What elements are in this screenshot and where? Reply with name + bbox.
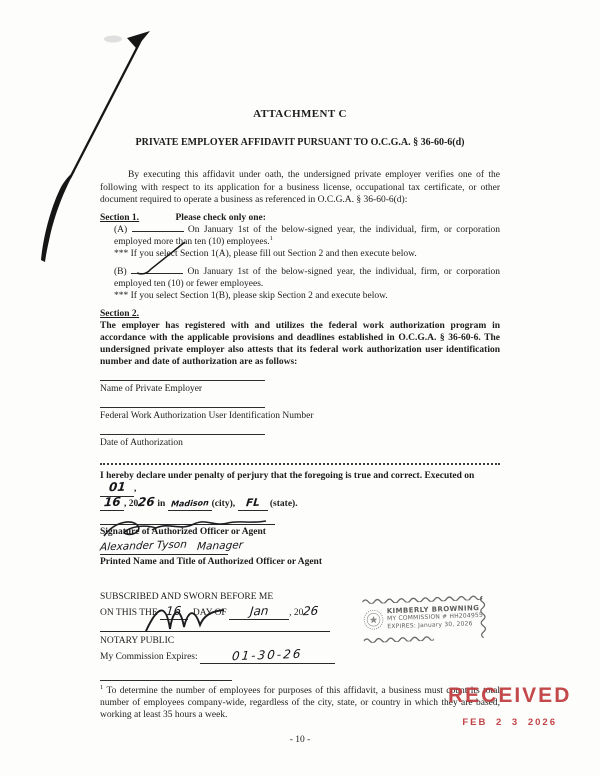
option-b-text: On January 1st of the below-signed year, the individual, firm, or corporation employed ten (10) or fewer employees.: [114, 266, 501, 289]
section1-heading-row: [100, 212, 500, 224]
notary-block: [100, 591, 500, 664]
dashed-divider: [100, 463, 500, 465]
handwritten-checkmark: [133, 239, 189, 277]
footnote-separator: [100, 680, 232, 681]
intro-paragraph: By executing this affidavit under oath, the undersigned private employer verifies one of the following with respect to its application for a business license, occupational tax certificate, or other document required to operate a business as referenced in O.C.G.A. § 36-60-6(d):: [100, 170, 500, 205]
fwa-number-field: [100, 407, 500, 422]
stamp-notary-name: KIMBERLY BROWNING: [386, 603, 480, 616]
footnote-text: [100, 685, 500, 721]
section2-heading: Section 2.: [100, 308, 140, 319]
handwritten-commission-date: 01-30-26: [231, 646, 304, 664]
declaration-paragraph: [100, 470, 500, 512]
state-blank: [238, 498, 268, 512]
section1-instruction: Please check only one:: [175, 212, 266, 223]
stamp-wavy-border-right: [478, 596, 487, 638]
handwritten-month: 01: [108, 479, 126, 495]
fwa-number-line: [100, 407, 265, 408]
option-a-label: (A): [114, 224, 128, 235]
footnote-body: To determine the number of employees for purposes of this affidavit, a business must count its total number of employees company-wide, regardless of the city, state, or country in which they are based, working at least 35 hours a week.: [100, 686, 500, 720]
option-b-label: (B): [114, 266, 127, 277]
printed-name-line: [99, 538, 244, 555]
handwritten-year: 26: [137, 494, 156, 509]
authorization-date-label: Date of Authorization: [100, 437, 183, 448]
declaration-lead: I hereby declare under penalty of perjury that the foregoing is true and correct. Executed on: [100, 470, 475, 481]
notary-stamp: [362, 593, 484, 643]
stamp-commission-number: MY COMMISSION # HH204955: [386, 612, 484, 623]
received-stamp-date: FEB 2 3 2026: [462, 717, 557, 728]
notary-year-prefix: , 20: [289, 608, 304, 618]
handwritten-notary-day: 16: [165, 603, 183, 619]
option-a-text: On January 1st of the below-signed year, the individual, firm, or corporation employed more than ten (10) employees.: [114, 224, 501, 247]
notary-month-blank: [229, 603, 289, 620]
comma: ,: [134, 484, 137, 494]
authorization-date-field: [100, 434, 500, 449]
handwritten-printed-title: Manager: [196, 539, 244, 553]
option-b-checkbox-blank: [131, 273, 183, 274]
day-of-label: DAY OF: [192, 608, 227, 618]
handwritten-day: 16: [103, 494, 121, 509]
fwa-number-label: Federal Work Authorization User Identification Number: [100, 410, 314, 421]
option-a-checkbox-blank: [132, 231, 184, 232]
officer-signature-label: Signature of Authorized Officer or Agent: [100, 527, 266, 537]
city-blank: [168, 498, 212, 512]
commission-expires-row: [100, 646, 500, 664]
commission-expires-blank: [200, 646, 335, 664]
option-b-row: [114, 266, 500, 290]
received-stamp-title: RECEIVED: [448, 684, 572, 707]
handwritten-city: Madison: [170, 497, 209, 509]
option-a-note: *** If you select Section 1(A), please fill out Section 2 and then execute below.: [114, 248, 417, 259]
page-number: - 10 -: [289, 735, 311, 745]
on-this-prefix: ON THIS THE: [100, 608, 158, 618]
notary-signature-scribble: [142, 601, 230, 635]
employer-name-line: [100, 380, 265, 381]
officer-signature-scribble: [98, 514, 288, 542]
authorization-date-line: [100, 434, 265, 435]
notary-public-label: NOTARY PUBLIC: [100, 636, 175, 646]
executed-day-blank: [100, 494, 124, 512]
stamp-expiry-date: EXPIRES: January 30, 2026: [387, 620, 473, 630]
state-label: (state).: [269, 498, 298, 509]
footnote-block: [100, 680, 500, 721]
handwritten-state: FL: [245, 496, 260, 509]
sworn-line: SUBSCRIBED AND SWORN BEFORE ME: [100, 592, 274, 602]
city-label: (city),: [211, 498, 236, 509]
employer-name-field: [100, 380, 500, 395]
handwritten-notary-month: Jan: [249, 603, 269, 619]
in-label: in: [157, 498, 166, 509]
officer-signature-block: [100, 524, 500, 538]
printed-name-block: [99, 538, 500, 568]
section2-paragraph: The employer has registered with and utilizes the federal work authorization program in accordance with the applicable provisions and deadlines established in O.C.G.A. § 36-60-6. The undersigned private employer also attests that its federal work authorization user identification number and date of authorization are as follows:: [100, 320, 500, 367]
printed-name-label: Printed Name and Title of Authorized Officer or Agent: [100, 557, 322, 567]
attachment-heading: ATTACHMENT C: [253, 108, 347, 120]
handwritten-printed-name: Alexander Tyson: [99, 538, 188, 554]
handwritten-notary-year: 26: [302, 603, 320, 619]
employer-name-label: Name of Private Employer: [100, 383, 203, 394]
year-prefix: , 20: [124, 498, 139, 509]
notary-seal-icon: [363, 605, 385, 634]
footnote-reference: 1: [269, 234, 273, 242]
option-b-note: *** If you select Section 1(B), please skip Section 2 and execute below.: [114, 290, 388, 301]
commission-expires-label: My Commission Expires:: [100, 652, 198, 662]
received-stamp: [448, 684, 571, 728]
section1-heading: Section 1.: [100, 212, 140, 223]
page-title: PRIVATE EMPLOYER AFFIDAVIT PURSUANT TO O.C.G.A. § 36-60-6(d): [135, 137, 465, 148]
comma: ,: [188, 608, 191, 618]
footnote-marker: 1: [100, 683, 104, 691]
